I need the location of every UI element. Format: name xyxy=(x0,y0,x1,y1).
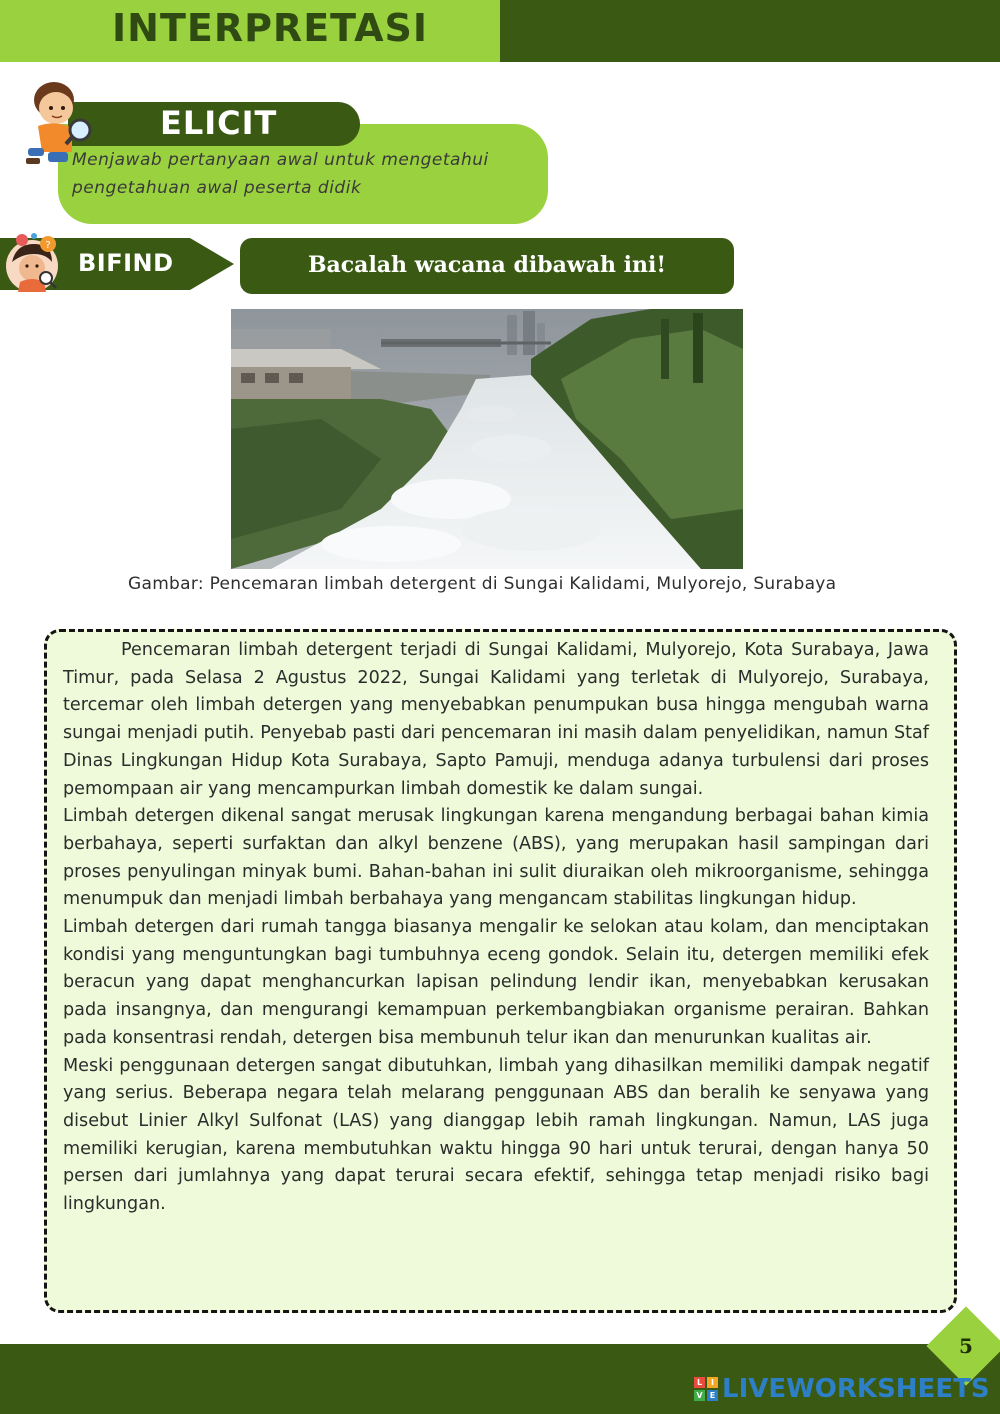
reading-paragraph-3: Limbah detergen dari rumah tangga biasanya mengalir ke selokan atau kolam, dan menciptakan kondisi yang menguntungkan bagi tumbuhnya eceng gondok. Selain itu, detergen memiliki efek beracun yang dapat menghancurkan lapisan pelindung lendir ikan, menyebabkan kerusakan pada insangnya, dan mengurangi kemampuan perkembangbiakan organisme perairan. Bahkan pada konsentrasi rendah, detergen bisa membunuh telur ikan dan menurunkan kualitas air. xyxy=(63,917,929,1048)
instruction-text: Bacalah wacana dibawah ini! xyxy=(307,252,667,278)
figure-caption: Gambar: Pencemaran limbah detergent di Sungai Kalidami, Mulyorejo, Surabaya xyxy=(128,574,837,594)
river-foam-photo xyxy=(231,309,743,569)
logo-letter: E xyxy=(707,1390,718,1401)
boy-magnifier-icon xyxy=(20,78,100,170)
svg-text:?: ? xyxy=(45,240,51,251)
reading-paragraph-1: Pencemaran limbah detergent terjadi di Sungai Kalidami, Mulyorejo, Kota Surabaya, Jawa Timur, pada Selasa 2 Agustus 2022, Sungai Kalidami yang terletak di Mulyorejo, Surabaya, tercemar oleh limbah detergen yang menyebabkan penumpukan busa hingga mengubah warna sungai menjadi putih. Penyebab pasti dari pencemaran ini masih dalam penyelidikan, namun Staf Dinas Lingkungan Hidup Kota Surabaya, Sapto Pamuji, menduga adanya turbulensi dari proses pemompaan air yang mencampurkan limbah domestik ke dalam sungai. xyxy=(63,640,929,799)
elicit-description: Menjawab pertanyaan awal untuk mengetahui pengetahuan awal peserta didik xyxy=(72,150,489,198)
page-title: INTERPRETASI xyxy=(112,6,429,50)
page-number: 5 xyxy=(959,1334,973,1358)
liveworksheets-brand xyxy=(694,1374,990,1404)
elicit-label: ELICIT xyxy=(160,104,278,142)
liveworksheets-logo-icon xyxy=(694,1377,718,1401)
reading-paragraph-2: Limbah detergen dikenal sangat merusak lingkungan karena mengandung berbagai bahan kimia berbahaya, seperti surfaktan dan alkyl benzene (ABS), yang merupakan hasil sampingan dari proses penyulingan minyak bumi. Bahan-bahan ini sulit diuraikan oleh mikroorganisme, sehingga menumpuk dan menjadi limbah berbahaya yang mengancam stabilitas lingkungan hidup. xyxy=(63,806,929,910)
logo-letter: V xyxy=(694,1390,705,1401)
thinking-kid-icon xyxy=(2,232,66,294)
bifind-label: BIFIND xyxy=(78,249,174,277)
logo-letter: L xyxy=(694,1377,705,1388)
reading-text xyxy=(63,637,929,1219)
logo-letter: I xyxy=(707,1377,718,1388)
header-bar-dark xyxy=(500,0,1000,62)
reading-paragraph-4: Meski penggunaan detergen sangat dibutuhkan, limbah yang dihasilkan memiliki dampak negatif yang serius. Beberapa negara telah melarang penggunaan ABS dan beralih ke senyawa yang disebut Linier Alkyl Sulfonat (LAS) yang dianggap lebih ramah lingkungan. Namun, LAS juga memiliki kerugian, karena membutuhkan waktu hingga 90 hari untuk terurai, dengan hanya 50 persen dari jumlahnya yang dapat terurai secara efektif, sehingga tetap menjadi risiko bagi lingkungan. xyxy=(63,1055,929,1215)
brand-name: LIVEWORKSHEETS xyxy=(722,1374,990,1404)
